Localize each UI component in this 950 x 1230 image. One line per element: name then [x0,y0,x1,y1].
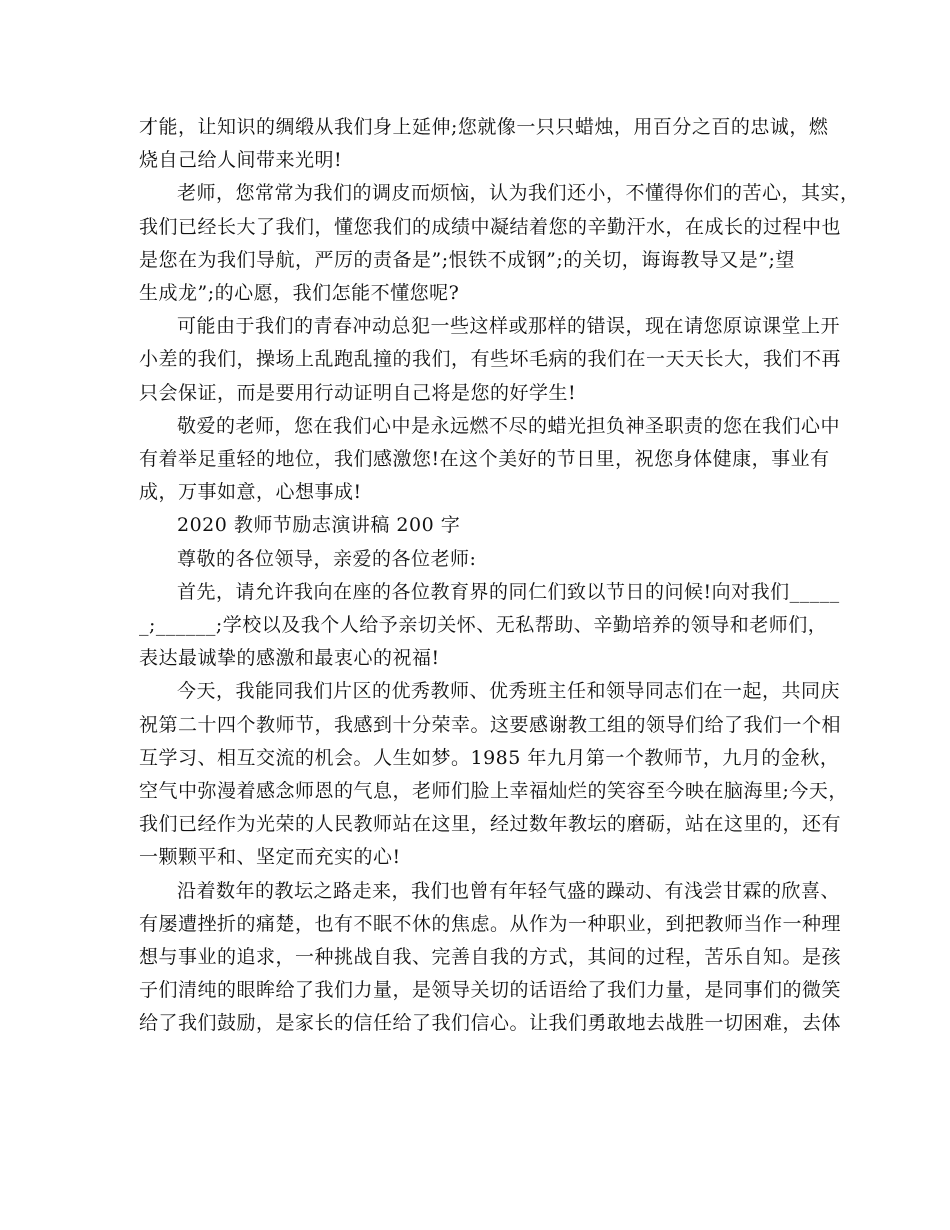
paragraph [139,576,839,676]
text-line: 有屡遭挫折的痛楚，也有不眠不休的焦虑。从作为一种职业，到把教师当作一种理 [139,912,842,935]
text-line: 表达最诚挚的感激和最衷心的祝福! [139,647,440,670]
text-line: 敬爱的老师，您在我们心中是永远燃不尽的蜡光担负神圣职责的您在我们心中 [177,414,841,437]
text-line: 子们清纯的眼眸给了我们力量，是领导关切的话语给了我们力量，是同事们的微笑 [139,979,842,1002]
text-line: 可能由于我们的青春冲动总犯一些这样或那样的错误，现在请您原谅课堂上开 [177,315,841,338]
text-line: 我们已经作为光荣的人民教师站在这里，经过数年教坛的磨砺，站在这里的，还有 [139,813,842,836]
paragraph [139,410,839,510]
text-line: _;______;学校以及我个人给予亲切关怀、无私帮助、辛勤培养的领导和老师们， [139,614,828,637]
text-line: 尊敬的各位领导，亲爱的各位老师: [177,547,477,570]
text-line: 给了我们鼓励，是家长的信任给了我们信心。让我们勇敢地去战胜一切困难，去体 [139,1012,842,1035]
text-line: 才能，让知识的绸缎从我们身上延伸;您就像一只只蜡烛，用百分之百的忠诚，燃 [139,116,829,138]
text-line: 互学习、相互交流的机会。人生如梦。1985 年九月第一个教师节，九月的金秋， [139,746,840,769]
paragraph [139,111,839,177]
paragraph [139,310,842,410]
document-body [139,111,860,1041]
text-line: 生成龙”;的心愿，我们怎能不懂您呢? [139,282,460,305]
text-line: 是您在为我们导航，严厉的责备是”;恨铁不成钢”;的关切，诲诲教导又是”;望 [139,248,795,271]
text-line: 我们已经长大了我们，懂您我们的成绩中凝结着您的辛勤汗水，在成长的过程中也 [139,215,842,238]
text-line: 首先，请允许我向在座的各位教育界的同仁们致以节日的问候!向对我们_____ [177,580,840,603]
text-line: 今天，我能同我们片区的优秀教师、优秀班主任和领导同志们在一起，共同庆 [177,680,841,703]
text-line: 一颗颗平和、坚定而充实的心! [139,846,401,869]
text-line: 想与事业的追求，一种挑战自我、完善自我的方式，其间的过程，苦乐自知。是孩 [139,946,842,969]
paragraph [139,875,842,1041]
paragraph [139,543,839,576]
text-line: 老师，您常常为我们的调皮而烦恼，认为我们还小，不懂得你们的苦心，其实， [177,182,860,205]
text-line: 有着举足重轻的地位，我们感激您!在这个美好的节日里，祝您身体健康，事业有 [139,448,830,471]
paragraph [139,177,860,310]
paragraph [139,509,839,542]
text-line: 烧自己给人间带来光明! [139,149,343,172]
text-line: 成，万事如意，心想事成! [139,481,362,504]
text-line: 2020 教师节励志演讲稿 200 字 [177,514,461,537]
text-line: 祝第二十四个教师节，我感到十分荣幸。这要感谢教工组的领导们给了我们一个相 [139,713,842,736]
text-line: 只会保证，而是要用行动证明自己将是您的好学生! [139,381,577,404]
paragraph [139,675,848,874]
text-line: 小差的我们，操场上乱跑乱撞的我们，有些坏毛病的我们在一天天长大，我们不再 [139,348,842,371]
text-line: 空气中弥漫着感念师恩的气息，老师们脸上幸福灿烂的笑容至今映在脑海里;今天， [139,780,848,803]
text-line: 沿着数年的教坛之路走来，我们也曾有年轻气盛的躁动、有浅尝甘霖的欣喜、 [177,879,841,902]
